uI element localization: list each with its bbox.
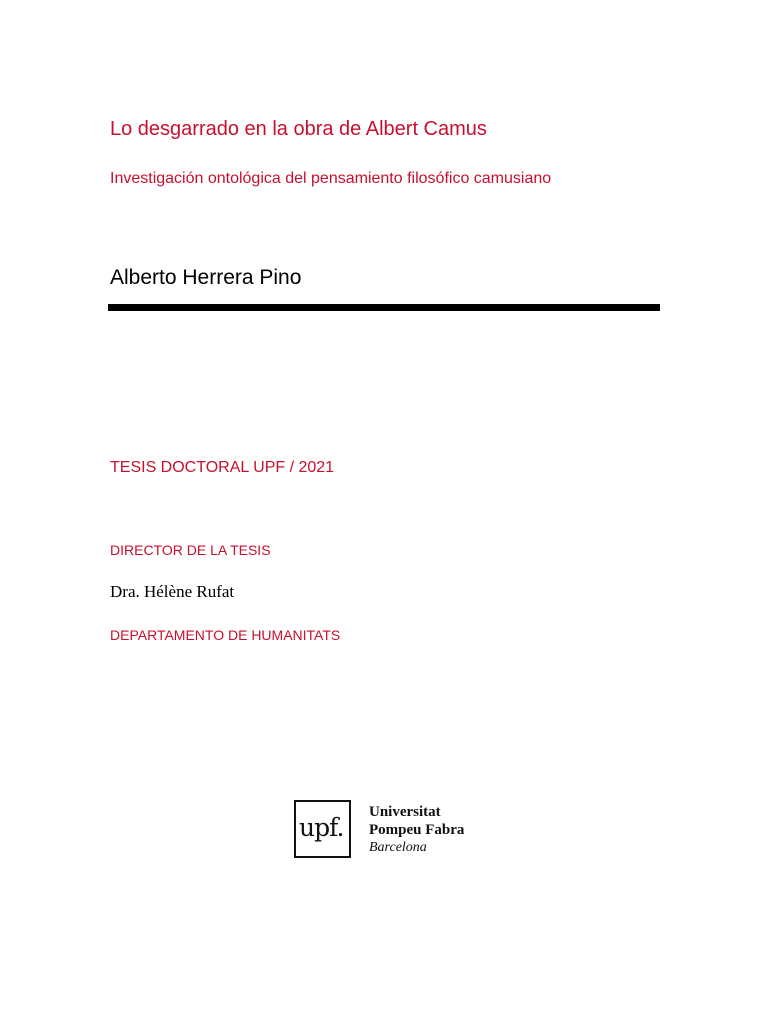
thesis-designation: TESIS DOCTORAL UPF / 2021 xyxy=(110,459,335,476)
logo-name-line: Pompeu Fabra xyxy=(369,822,465,838)
logo-mark-box xyxy=(294,800,351,858)
logo-mark: upf. xyxy=(299,813,344,842)
document-subtitle: Investigación ontológica del pensamiento filosófico camusiano xyxy=(110,170,552,187)
logo-city-line: Barcelona xyxy=(369,840,427,855)
document-title: Lo desgarrado en la obra de Albert Camus xyxy=(110,118,487,140)
author-name: Alberto Herrera Pino xyxy=(110,266,302,289)
title-divider xyxy=(108,304,660,311)
director-label: DIRECTOR DE LA TESIS xyxy=(110,542,271,558)
director-name: Dra. Hélène Rufat xyxy=(110,582,235,601)
university-logo xyxy=(294,800,494,862)
logo-university-line: Universitat xyxy=(369,804,441,820)
department-name: DEPARTAMENTO DE HUMANITATS xyxy=(110,627,341,643)
